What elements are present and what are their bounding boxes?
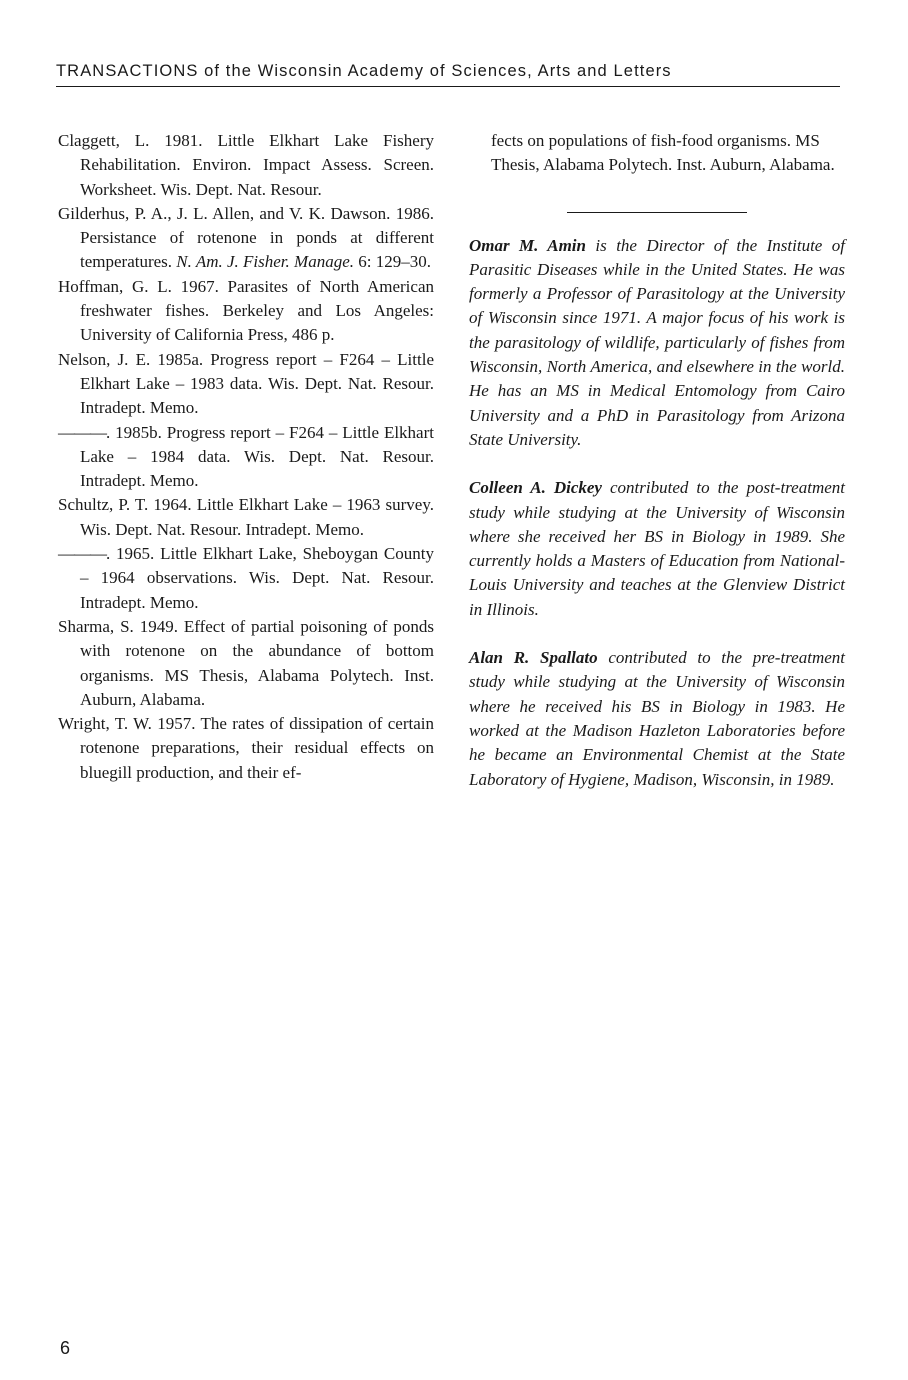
author-bio-dickey	[469, 476, 845, 622]
reference-journal: N. Am. J. Fisher. Manage.	[176, 252, 354, 272]
reference-text: Hoffman, G. L. 1967. Parasites of North American freshwater fishes. Berkeley and Los Angeles: University of California Press, 486 p.	[58, 276, 434, 345]
running-head: TRANSACTIONS of the Wisconsin Academy of Sciences, Arts and Letters	[56, 62, 672, 80]
reference-text: Schultz, P. T. 1964. Little Elkhart Lake – 1963 survey. Wis. Dept. Nat. Resour. Intradept. Memo.	[58, 495, 434, 539]
page-number: 6	[60, 1338, 71, 1358]
reference-nelson-1985b	[58, 421, 434, 494]
reference-nelson-1985a	[58, 348, 434, 421]
author-name: Alan R. Spallato	[469, 648, 598, 668]
reference-schultz-1965	[58, 542, 434, 615]
reference-text: Gilderhus, P. A., J. L. Allen, and V. K. Dawson. 1986. Persistance of rotenone in ponds at different temperatures.	[58, 203, 434, 272]
reference-text: 6: 129–30.	[354, 252, 431, 272]
author-bio-text: contributed to the pre-treatment study while studying at the University of Wisconsin where he received his BS in Biology in 1983. He worked at the Madison Hazleton Laboratories before he became an Environmental Chemist at the State Laboratory of Hygiene, Madison, Wisconsin, in 1989.	[469, 648, 845, 789]
header-rule	[56, 86, 840, 87]
reference-text: Claggett, L. 1981. Little Elkhart Lake Fishery Rehabilitation. Environ. Impact Assess. Screen. Worksheet. Wis. Dept. Nat. Resour.	[58, 131, 434, 199]
references-column-left	[58, 129, 434, 785]
reference-repeat-dash: ———	[58, 544, 106, 564]
author-bio-text: is the Director of the Institute of Parasitic Diseases while in the United States. He was formerly a Professor of Parasitology at the University of Wisconsin since 1971. A major focus of his work is the parasitology of wildlife, particularly of fishes from Wisconsin, North America, and elsewhere in the world. He has an MS in Medical Entomology from Cairo University and a PhD in Parasitology from Arizona State University.	[469, 235, 846, 449]
author-name: Omar M. Amin	[469, 235, 586, 255]
reference-hoffman-1967	[58, 275, 434, 348]
reference-wright-1957-continued: fects on populations of fish-food organisms. MS Thesis, Alabama Polytech. Inst. Auburn, Alabama.	[491, 131, 835, 175]
section-divider	[567, 212, 747, 213]
reference-gilderhus-1986	[58, 202, 434, 275]
reference-text: Sharma, S. 1949. Effect of partial poisoning of ponds with rotenone on the abundance of bottom organisms. MS Thesis, Alabama Polytech. Inst. Auburn, Alabama.	[58, 616, 434, 709]
reference-text: Wright, T. W. 1957. The rates of dissipation of certain rotenone preparations, their residual effects on bluegill production, and their ef-	[58, 714, 434, 782]
reference-repeat-dash: ———	[58, 422, 106, 442]
reference-text: . 1985b. Progress report – F264 – Little Elkhart Lake – 1984 data. Wis. Dept. Nat. Resour. Intradept. Memo.	[80, 422, 434, 491]
reference-text: Nelson, J. E. 1985a. Progress report – F264 – Little Elkhart Lake – 1983 data. Wis. Dept. Nat. Resour. Intradept. Memo.	[58, 349, 434, 418]
reference-sharma-1949	[58, 615, 434, 712]
reference-text: . 1965. Little Elkhart Lake, Sheboygan County – 1964 observations. Wis. Dept. Nat. Resour. Intradept. Memo.	[80, 544, 434, 612]
author-bio-spallato	[469, 646, 845, 792]
reference-claggett-1981	[58, 129, 434, 202]
references-column-right	[469, 129, 845, 792]
author-name: Colleen A. Dickey	[469, 478, 602, 498]
author-bio-amin	[469, 234, 845, 453]
reference-schultz-1964	[58, 493, 434, 542]
author-bio-text: contributed to the post-treatment study while studying at the University of Wisconsin where she received her BS in Biology in 1989. She currently holds a Masters of Education from National-Louis University and teaches at the Glenview District in Illinois.	[469, 478, 845, 619]
reference-wright-1957	[58, 712, 434, 785]
